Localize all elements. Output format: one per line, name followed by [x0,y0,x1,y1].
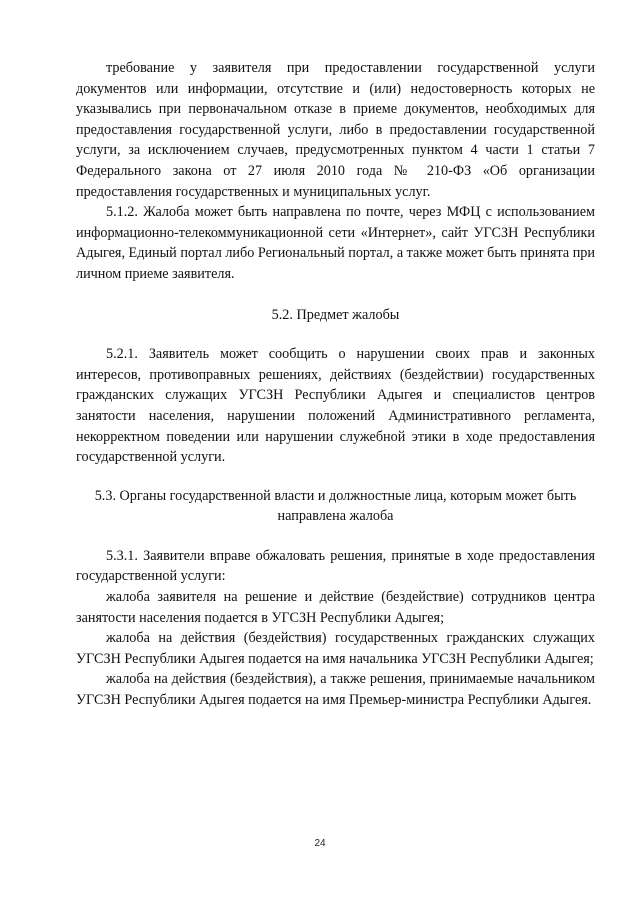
paragraph-complaint-head: жалоба на действия (бездействия), а также решения, принимаемые начальником УГСЗН Республики Адыгея подается на имя Премьер-министра Республики Адыгея. [76,671,595,709]
paragraph-complaint-servants: жалоба на действия (бездействия) государственных гражданских служащих УГСЗН Республики Адыгея подается на имя начальника УГСЗН Республики Адыгея; [76,630,595,667]
section-heading-5-3-line2: направлена жалоба [277,508,394,525]
section-heading-5-3 [76,486,595,527]
paragraph-complaint-center: жалоба заявителя на решение и действие (бездействие) сотрудников центра занятости населения подается в УГСЗН Республики Адыгея; [76,589,595,626]
section-heading-5-2: 5.2. Предмет жалобы [271,306,400,323]
section-heading-5-3-line1: 5.3. Органы государственной власти и должностные лица, которым может быть [94,487,577,504]
paragraph-5-3-1: 5.3.1. Заявители вправе обжаловать решения, принятые в ходе предоставления государственной услуги: [76,547,595,585]
paragraph-5-1-2: 5.1.2. Жалоба может быть направлена по почте, через МФЦ с использованием информационно-телекоммуникационной сети «Интернет», сайт УГСЗН Республики Адыгея, Единый портал либо Региональный портал, а также может быть принята при личном приеме заявителя. [76,204,595,282]
paragraph-5-2-1: 5.2.1. Заявитель может сообщить о нарушении своих прав и законных интересов, противоправных решениях, действиях (бездействии) государственных гражданских служащих УГСЗН Республики Адыгея и специалистов центров занятости населения, нарушении положений Административного регламента, некорректном поведении или нарушении служебной этики в ходе предоставления государственной услуги. [76,346,595,466]
paragraph-continuation: требование у заявителя при предоставлении государственной услуги документов или информации, отсутствие и (или) недостоверность которых не указывались при первоначальном отказе в приеме документов, необходимых для предоставления государственной услуги, либо в предоставлении государственной услуги, за исключением случаев, предусмотренных пунктом 4 части 1 статьи 7 Федерального закона от 27 июля 2010 года № 210-ФЗ «Об организации предоставления государственных и муниципальных услуг. [76,60,595,200]
page-number: 24 [314,838,326,849]
document-body [76,58,595,711]
